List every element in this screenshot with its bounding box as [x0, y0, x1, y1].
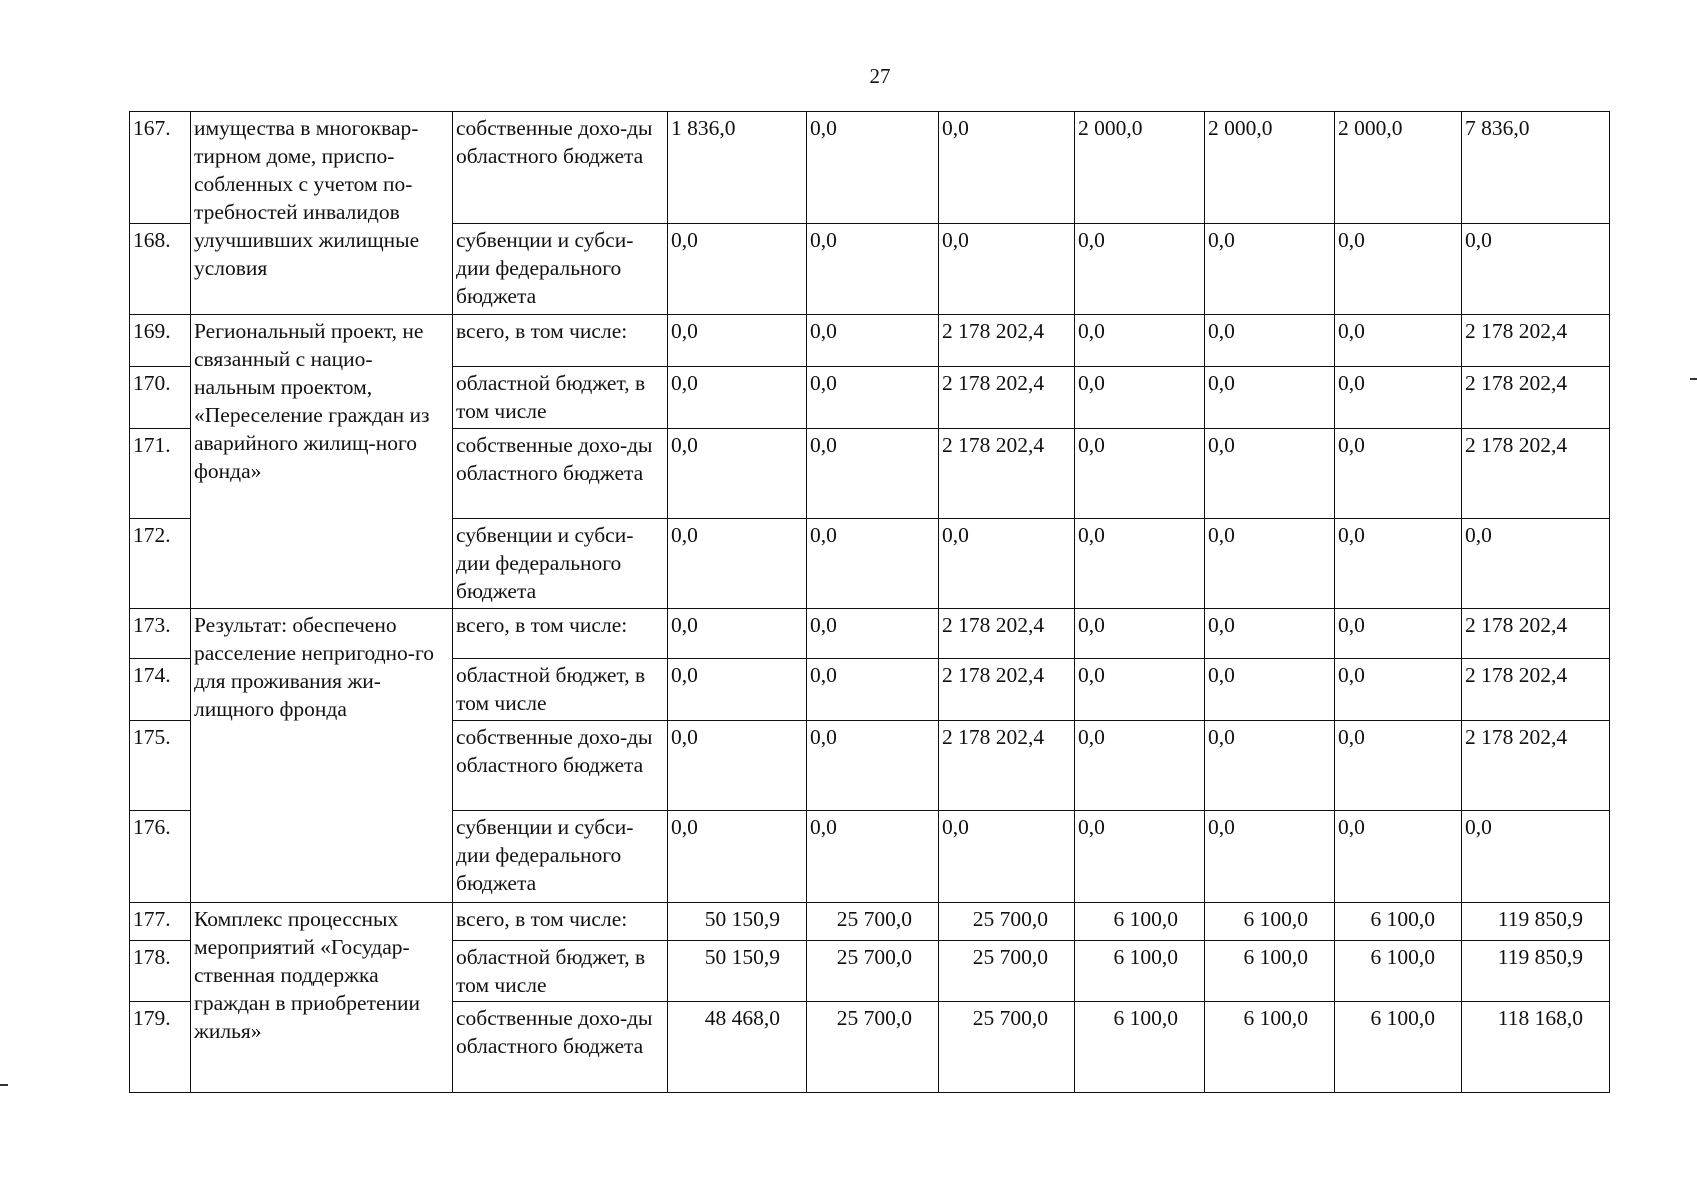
table-row	[130, 609, 1610, 659]
funding-source: всего, в том числе:	[453, 315, 668, 367]
value-cell: 0,0	[1335, 429, 1462, 519]
value-cell: 0,0	[807, 112, 939, 224]
total-cell: 2 178 202,4	[1462, 429, 1610, 519]
value-cell: 2 000,0	[1335, 112, 1462, 224]
value-cell: 0,0	[939, 112, 1075, 224]
value-cell: 0,0	[807, 429, 939, 519]
funding-source: субвенции и субси-дии федерального бюджета	[453, 519, 668, 609]
total-cell: 0,0	[1462, 224, 1610, 315]
value-cell: 0,0	[1205, 721, 1335, 811]
value-cell: 2 000,0	[1075, 112, 1205, 224]
value-cell: 0,0	[807, 609, 939, 659]
value-cell: 2 000,0	[1205, 112, 1335, 224]
value-cell: 0,0	[807, 811, 939, 903]
value-cell: 6 100,0	[1335, 941, 1462, 1002]
value-cell: 0,0	[1205, 811, 1335, 903]
value-cell: 0,0	[1075, 659, 1205, 721]
value-cell: 0,0	[668, 315, 807, 367]
value-cell: 0,0	[939, 224, 1075, 315]
value-cell: 6 100,0	[1335, 903, 1462, 941]
group-description: Комплекс процессных мероприятий «Государ-ственная поддержка граждан в приобретении жилья»	[191, 903, 453, 1093]
value-cell: 0,0	[668, 659, 807, 721]
total-cell: 119 850,9	[1462, 903, 1610, 941]
value-cell: 25 700,0	[807, 903, 939, 941]
funding-source: всего, в том числе:	[453, 903, 668, 941]
value-cell: 0,0	[807, 224, 939, 315]
value-cell: 0,0	[1075, 609, 1205, 659]
value-cell: 2 178 202,4	[939, 315, 1075, 367]
value-cell: 0,0	[1075, 519, 1205, 609]
value-cell: 0,0	[1335, 224, 1462, 315]
value-cell: 0,0	[1075, 367, 1205, 429]
funding-source: областной бюджет, в том числе	[453, 659, 668, 721]
value-cell: 0,0	[1075, 721, 1205, 811]
row-number: 168.	[130, 224, 191, 315]
margin-mark-right	[1690, 378, 1697, 380]
row-number: 172.	[130, 519, 191, 609]
value-cell: 0,0	[1335, 609, 1462, 659]
table-row	[130, 903, 1610, 941]
funding-source: всего, в том числе:	[453, 609, 668, 659]
funding-source: областной бюджет, в том числе	[453, 941, 668, 1002]
value-cell: 0,0	[807, 659, 939, 721]
value-cell: 25 700,0	[939, 941, 1075, 1002]
table-row	[130, 315, 1610, 367]
row-number: 170.	[130, 367, 191, 429]
total-cell: 119 850,9	[1462, 941, 1610, 1002]
total-cell: 2 178 202,4	[1462, 659, 1610, 721]
value-cell: 0,0	[1205, 367, 1335, 429]
total-cell: 118 168,0	[1462, 1002, 1610, 1093]
total-cell: 0,0	[1462, 519, 1610, 609]
value-cell: 50 150,9	[668, 941, 807, 1002]
total-cell: 2 178 202,4	[1462, 367, 1610, 429]
value-cell: 0,0	[668, 224, 807, 315]
value-cell: 0,0	[939, 519, 1075, 609]
value-cell: 0,0	[1335, 367, 1462, 429]
value-cell: 2 178 202,4	[939, 429, 1075, 519]
total-cell: 2 178 202,4	[1462, 315, 1610, 367]
value-cell: 6 100,0	[1205, 903, 1335, 941]
funding-source: собственные дохо-ды областного бюджета	[453, 1002, 668, 1093]
margin-mark-left	[0, 1084, 8, 1086]
table-row	[130, 112, 1610, 224]
row-number: 174.	[130, 659, 191, 721]
value-cell: 0,0	[668, 811, 807, 903]
value-cell: 0,0	[1335, 659, 1462, 721]
value-cell: 0,0	[939, 811, 1075, 903]
page-number: 27	[869, 64, 891, 88]
row-number: 173.	[130, 609, 191, 659]
row-number: 179.	[130, 1002, 191, 1093]
value-cell: 25 700,0	[939, 1002, 1075, 1093]
value-cell: 0,0	[668, 429, 807, 519]
value-cell: 0,0	[668, 519, 807, 609]
value-cell: 6 100,0	[1205, 941, 1335, 1002]
value-cell: 0,0	[1205, 315, 1335, 367]
row-number: 171.	[130, 429, 191, 519]
value-cell: 0,0	[807, 367, 939, 429]
funding-source: собственные дохо-ды областного бюджета	[453, 721, 668, 811]
funding-source: областной бюджет, в том числе	[453, 367, 668, 429]
row-number: 176.	[130, 811, 191, 903]
value-cell: 0,0	[1075, 429, 1205, 519]
value-cell: 0,0	[1205, 609, 1335, 659]
value-cell: 6 100,0	[1075, 1002, 1205, 1093]
total-cell: 2 178 202,4	[1462, 609, 1610, 659]
row-number: 177.	[130, 903, 191, 941]
value-cell: 0,0	[668, 721, 807, 811]
value-cell: 0,0	[1205, 429, 1335, 519]
group-description: имущества в многоквар-тирном доме, приспо-собленных с учетом по-требностей инвалидов улучшивших жилищные условия	[191, 112, 453, 315]
funding-source: собственные дохо-ды областного бюджета	[453, 112, 668, 224]
value-cell: 0,0	[807, 721, 939, 811]
value-cell: 0,0	[668, 367, 807, 429]
value-cell: 6 100,0	[1205, 1002, 1335, 1093]
value-cell: 0,0	[807, 315, 939, 367]
value-cell: 0,0	[1075, 224, 1205, 315]
funding-source: субвенции и субси-дии федерального бюджета	[453, 224, 668, 315]
value-cell: 2 178 202,4	[939, 609, 1075, 659]
total-cell: 2 178 202,4	[1462, 721, 1610, 811]
funding-source: субвенции и субси-дии федерального бюджета	[453, 811, 668, 903]
group-description: Результат: обеспечено расселение непригодно-го для проживания жи-лищного фронда	[191, 609, 453, 903]
row-number: 169.	[130, 315, 191, 367]
value-cell: 2 178 202,4	[939, 367, 1075, 429]
value-cell: 48 468,0	[668, 1002, 807, 1093]
value-cell: 0,0	[1335, 721, 1462, 811]
budget-table	[129, 111, 1610, 1093]
value-cell: 0,0	[1335, 519, 1462, 609]
value-cell: 0,0	[1205, 519, 1335, 609]
value-cell: 6 100,0	[1075, 941, 1205, 1002]
group-description: Региональный проект, не связанный с нацио-нальным проектом, «Переселение граждан из аварийного жилищ-ного фонда»	[191, 315, 453, 609]
value-cell: 0,0	[807, 519, 939, 609]
value-cell: 50 150,9	[668, 903, 807, 941]
value-cell: 25 700,0	[807, 1002, 939, 1093]
row-number: 178.	[130, 941, 191, 1002]
value-cell: 0,0	[1205, 224, 1335, 315]
value-cell: 1 836,0	[668, 112, 807, 224]
value-cell: 0,0	[1075, 811, 1205, 903]
value-cell: 6 100,0	[1335, 1002, 1462, 1093]
value-cell: 6 100,0	[1075, 903, 1205, 941]
value-cell: 2 178 202,4	[939, 721, 1075, 811]
row-number: 175.	[130, 721, 191, 811]
value-cell: 0,0	[1205, 659, 1335, 721]
total-cell: 7 836,0	[1462, 112, 1610, 224]
value-cell: 0,0	[1335, 315, 1462, 367]
funding-source: собственные дохо-ды областного бюджета	[453, 429, 668, 519]
value-cell: 0,0	[1335, 811, 1462, 903]
value-cell: 0,0	[1075, 315, 1205, 367]
value-cell: 0,0	[668, 609, 807, 659]
row-number: 167.	[130, 112, 191, 224]
value-cell: 25 700,0	[807, 941, 939, 1002]
total-cell: 0,0	[1462, 811, 1610, 903]
value-cell: 25 700,0	[939, 903, 1075, 941]
value-cell: 2 178 202,4	[939, 659, 1075, 721]
